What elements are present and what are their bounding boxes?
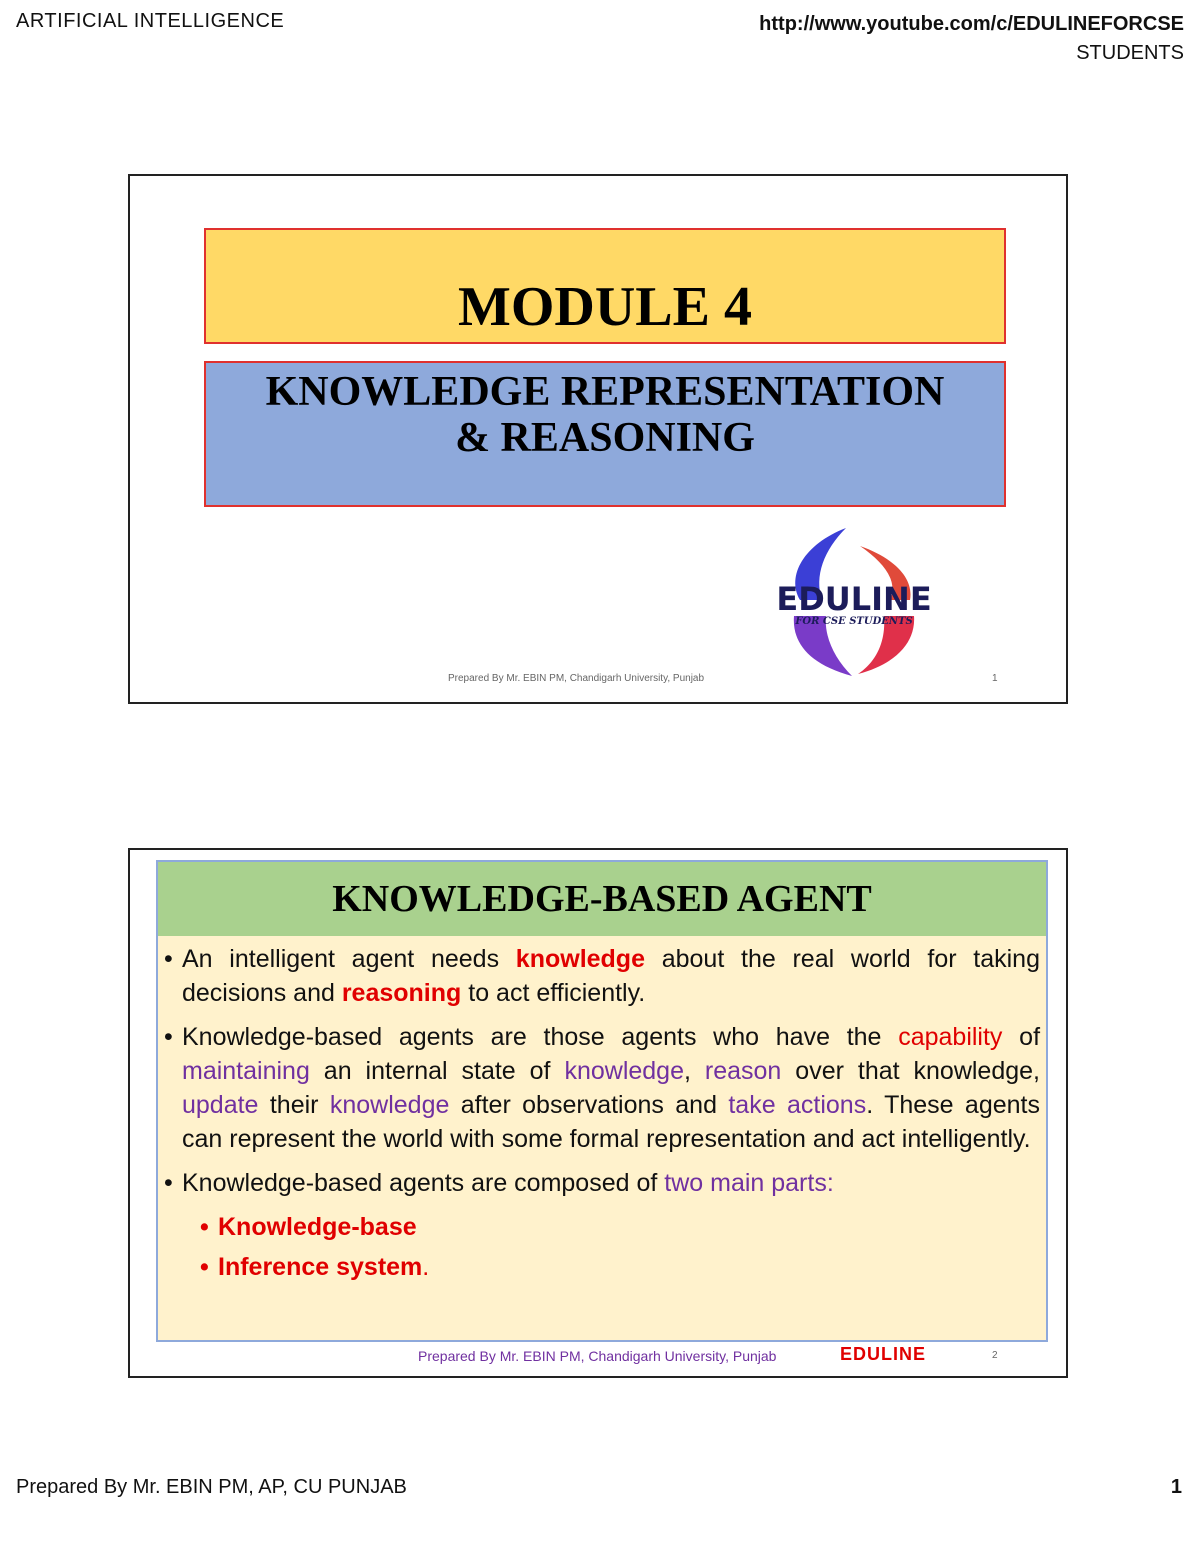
page-number: 1	[1170, 1476, 1182, 1498]
text: Knowledge-based agents are those agents who have the	[182, 1023, 899, 1051]
text: after observations and	[449, 1091, 729, 1119]
keyword: update	[182, 1091, 259, 1119]
bullet-1	[158, 942, 1040, 1010]
sub-bullet-knowledge-base	[158, 1210, 1040, 1244]
keyword: maintaining	[182, 1057, 310, 1085]
bullet-dot: •	[164, 1023, 173, 1051]
bullet-2	[158, 1020, 1040, 1156]
slide-2-footer: Prepared By Mr. EBIN PM, Chandigarh University, Punjab	[418, 1348, 777, 1364]
keyword: reason	[704, 1057, 782, 1085]
text: ,	[683, 1057, 705, 1085]
keyword: take actions	[728, 1091, 867, 1119]
module-subtitle-line2: & REASONING	[455, 415, 755, 461]
bullet-dot: •	[200, 1213, 209, 1241]
header-url[interactable]	[759, 10, 1184, 68]
text: Knowledge-based agents are composed of	[182, 1169, 665, 1197]
text: to act efficiently.	[461, 979, 646, 1007]
module-title: MODULE 4	[204, 228, 1006, 344]
bullet-dot: •	[164, 1169, 173, 1197]
slide-2-title: KNOWLEDGE-BASED AGENT	[156, 860, 1048, 936]
text: over that knowledge,	[781, 1057, 1040, 1085]
keyword: reasoning	[341, 979, 462, 1007]
header-url-line1: http://www.youtube.com/c/EDULINEFORCSE	[759, 13, 1184, 35]
keyword: capability	[898, 1023, 1003, 1051]
text: about the real world for taking decisions and	[182, 945, 1040, 1007]
slide-2-number: 2	[992, 1350, 998, 1361]
keyword: knowledge	[515, 945, 645, 973]
keyword: knowledge	[564, 1057, 684, 1085]
eduline-logo	[764, 524, 944, 680]
slide-2-body	[156, 936, 1048, 1342]
text: their	[258, 1091, 330, 1119]
module-subtitle	[204, 361, 1006, 507]
slide-2-brand: EDULINE	[840, 1344, 927, 1364]
text: an internal state of	[309, 1057, 565, 1085]
text: Inference system	[218, 1253, 423, 1281]
logo-tagline: FOR CSE STUDENTS	[795, 616, 913, 627]
module-subtitle-line1: KNOWLEDGE REPRESENTATION	[265, 369, 945, 415]
bullet-dot: •	[200, 1253, 209, 1281]
slide-1-number: 1	[992, 673, 998, 684]
keyword: two main parts:	[664, 1169, 834, 1197]
header-course-title: ARTIFICIAL INTELLIGENCE	[16, 10, 285, 32]
text: Knowledge-base	[218, 1213, 417, 1241]
page-footer: Prepared By Mr. EBIN PM, AP, CU PUNJAB	[16, 1476, 407, 1498]
slide-2	[128, 848, 1068, 1378]
bullet-dot: •	[164, 945, 173, 973]
sub-bullet-inference-system	[158, 1250, 1040, 1284]
text: .	[422, 1253, 430, 1281]
slide-1	[128, 174, 1068, 704]
keyword: knowledge	[329, 1091, 450, 1119]
text: of	[1002, 1023, 1041, 1051]
header-url-line2: STUDENTS	[1076, 42, 1184, 64]
logo-wordmark: EDULINE	[776, 580, 932, 618]
bullet-3	[158, 1166, 1040, 1200]
text: An intelligent agent needs	[182, 945, 516, 973]
text: . These agents can represent the world with some formal representation and act intelligently.	[182, 1091, 1040, 1153]
slide-1-footer: Prepared By Mr. EBIN PM, Chandigarh University, Punjab	[448, 673, 705, 684]
